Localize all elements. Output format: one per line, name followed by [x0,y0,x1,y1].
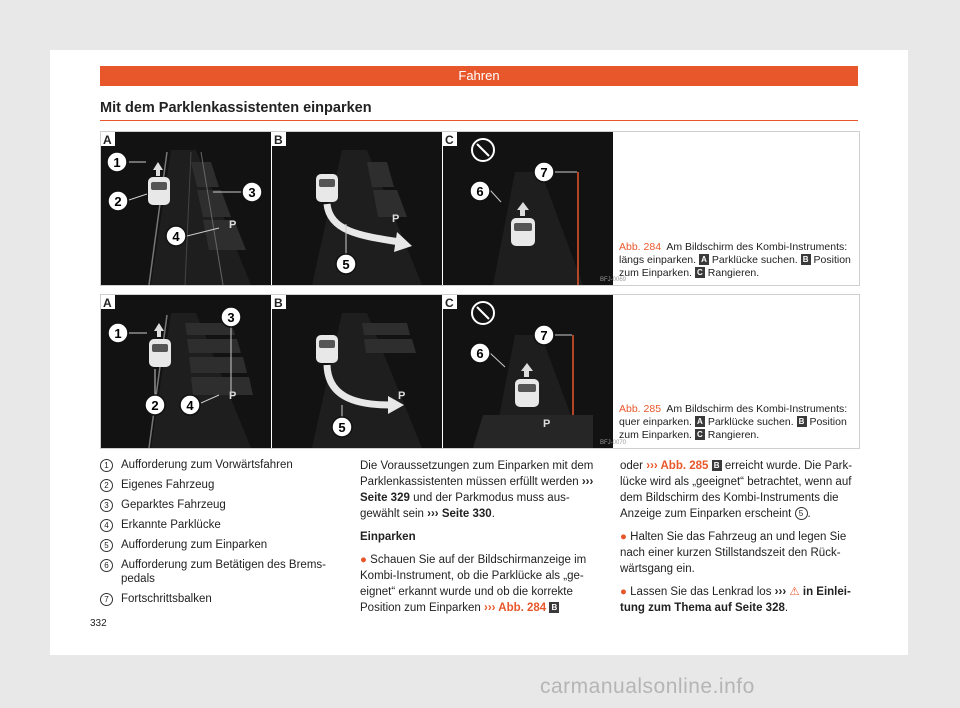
bullet-item: ● Schauen Sie auf der Bildschirmanzeige im Kombi-Instrument, ob die Parklücke als „ge-eignet“ erkannt wurde und ob die korrekte Position zum Einparken ››› Abb. 284 B [360,554,587,614]
marker-5: 5 [342,257,350,272]
marker-5: 5 [338,420,346,435]
intro-link-328[interactable]: in Einlei-tung zum Thema auf Seite 328 [620,586,851,614]
marker-7: 7 [540,165,548,180]
text-column-middle [360,458,596,623]
figure-284 [100,131,860,286]
manual-page [50,50,908,655]
figure-285-panel-a [101,295,271,448]
marker-3: 3 [227,310,235,325]
warning-triangle-icon: ⚠ [789,586,800,598]
panel-a-label: A [103,296,112,310]
text-column-right [620,458,856,623]
page-number: 332 [90,618,107,629]
figure-code: BFJ-0070 [600,440,627,446]
continued-paragraph: oder ››› Abb. 285 B erreicht wurde. Die Park-lücke wird als „geeignet“ betrachtet, wenn auf dem Bildschirm des Kombi-Instruments die Anzeige zum Einparken erscheint 5 . [620,460,853,520]
intro-paragraph: Die Voraussetzungen zum Einparken mit dem Parklenkassistenten müssen erfüllt werden ››› Seite 329 und der Parkmodus muss aus-gewählt sein ››› Seite 330. [360,460,594,520]
panel-a-label: A [103,133,112,147]
figure-285-panel-b [272,295,442,448]
parking-p-label: P [229,219,237,231]
subheading: Einparken [360,531,416,543]
parking-p-label: P [229,390,237,402]
panel-b-label: B [274,133,283,147]
figure-284-panel-c [443,132,613,285]
page-link-329[interactable]: ››› Seite 329 [360,476,594,504]
watermark: carmanualsonline.info [540,675,755,698]
figure-link-284[interactable]: ››› Abb. 284 [484,602,547,614]
marker-7: 7 [540,328,548,343]
marker-2: 2 [151,398,159,413]
legend-item: 4 Erkannte Parklücke [100,518,330,532]
bullet-icon: ● [620,586,627,598]
marker-1: 1 [113,155,121,170]
figure-284-panel-b [272,132,442,285]
parking-p-label: P [398,390,406,402]
title-divider [100,120,858,121]
figure-284-panel-a [101,132,271,285]
marker-2: 2 [114,194,122,209]
marker-4: 4 [186,398,194,413]
panel-c-label: C [445,133,454,147]
bullet-icon: ● [620,531,627,543]
bullet-icon: ● [360,554,367,566]
marker-4: 4 [172,229,180,244]
parking-p-label: P [543,418,551,430]
marker-1: 1 [114,326,122,341]
figure-285-caption: Abb. 285 Am Bildschirm des Kombi-Instruments: quer einparken. A Parklücke suchen. B Position zum Einparken. C Rangieren. [619,403,848,441]
panel-c-label: C [445,296,454,310]
legend-item: 7 Fortschrittsbalken [100,592,330,606]
figure-code: BFJ-0069 [600,277,627,283]
bullet-item: ● Lassen Sie das Lenkrad los ››› ⚠ in Einlei-tung zum Thema auf Seite 328. [620,586,851,614]
marker-6: 6 [476,346,484,361]
marker-6: 6 [476,184,484,199]
chapter-header: Fahren [100,66,858,86]
figure-link-285[interactable]: ››› Abb. 285 [646,460,709,472]
legend-item: 5 Aufforderung zum Einparken [100,538,330,552]
legend-item: 3 Geparktes Fahrzeug [100,498,330,512]
page-link-330[interactable]: ››› Seite 330 [427,508,492,520]
figure-285 [100,294,860,449]
section-title: Mit dem Parklenkassistenten einparken [100,100,372,116]
legend-list [100,458,330,612]
panel-b-label: B [274,296,283,310]
legend-item: 2 Eigenes Fahrzeug [100,478,330,492]
parking-p-label: P [392,213,400,225]
bullet-item: ● Halten Sie das Fahrzeug an und legen Sie nach einer kurzen Stillstandszeit den Rück-wärtsgang ein. [620,531,847,575]
marker-3: 3 [248,185,256,200]
legend-item: 1 Aufforderung zum Vorwärtsfahren [100,458,330,472]
figure-285-panel-c [443,295,613,448]
figure-284-caption: Abb. 284 Am Bildschirm des Kombi-Instruments: längs einparken. A Parklücke suchen. B Position zum Einparken. C Rangieren. [619,241,851,279]
legend-item: 6 Aufforderung zum Betätigen des Brems-pedals [100,558,330,586]
